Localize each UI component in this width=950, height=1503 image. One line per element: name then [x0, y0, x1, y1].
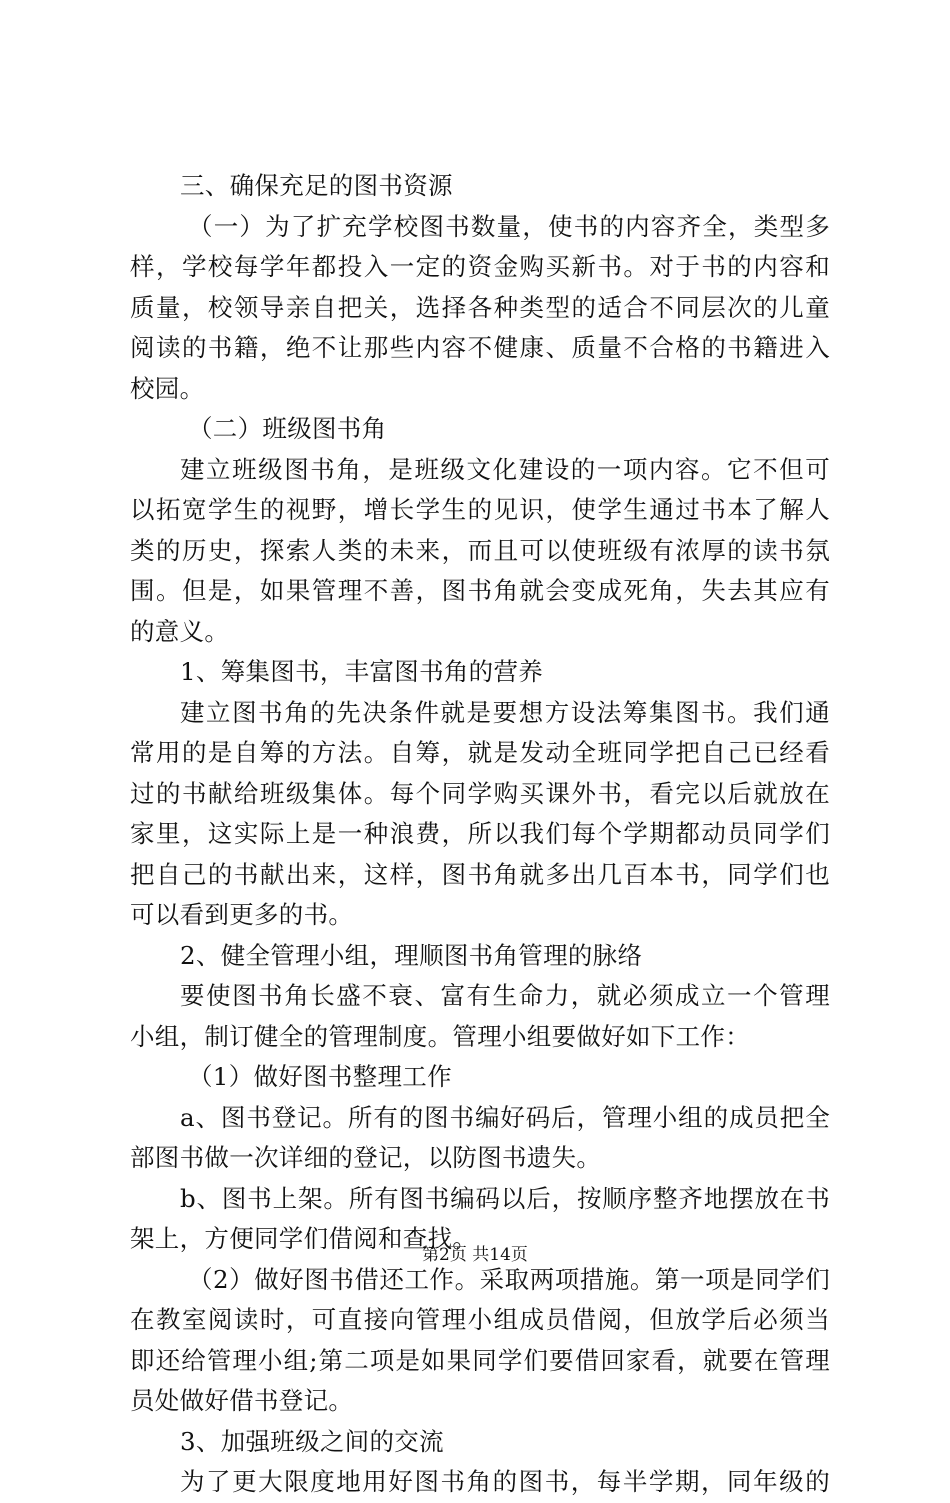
paragraph-line: 建立班级图书角，是班级文化建设的一项内容。它不但可: [180, 454, 830, 484]
paragraph-line: 阅读的书籍，绝不让那些内容不健康、质量不合格的书籍进入: [130, 333, 830, 362]
item-subheading: （1）做好图书整理工作: [188, 1062, 452, 1091]
paragraph-line: 校园。: [130, 373, 205, 403]
paragraph-line: 把自己的书献出来，这样，图书角就多出几百本书，同学们也: [130, 859, 830, 889]
paragraph-line: 在教室阅读时，可直接向管理小组成员借阅，但放学后必须当: [130, 1305, 830, 1334]
paragraph-line: 员处做好借书登记。: [130, 1386, 354, 1415]
item-heading: 1、筹集图书，丰富图书角的营养: [180, 657, 544, 686]
subsection-heading: （二）班级图书角: [188, 414, 387, 443]
paragraph-line: 常用的是自筹的方法。自筹，就是发动全班同学把自己已经看: [130, 738, 830, 767]
paragraph-line: 架上，方便同学们借阅和查找。: [130, 1224, 478, 1253]
paragraph-line: 过的书献给班级集体。每个同学购买课外书，看完以后就放在: [130, 778, 830, 808]
paragraph-line: 样，学校每学年都投入一定的资金购买新书。对于书的内容和: [130, 252, 830, 281]
paragraph-line: 即还给管理小组;第二项是如果同学们要借回家看，就要在管理: [130, 1345, 830, 1375]
paragraph-line: b、图书上架。所有图书编码以后，按顺序整齐地摆放在书: [180, 1183, 830, 1213]
paragraph-line: 为了更大限度地用好图书角的图书，每半学期，同年级的: [180, 1467, 830, 1496]
paragraph-line: 部图书做一次详细的登记，以防图书遗失。: [130, 1143, 602, 1172]
paragraph-line: 家里，这实际上是一种浪费，所以我们每个学期都动员同学们: [130, 819, 830, 848]
document-body: [130, 166, 830, 1503]
item-heading: 2、健全管理小组，理顺图书角管理的脉络: [180, 940, 643, 970]
paragraph-line: 可以看到更多的书。: [130, 900, 354, 929]
paragraph-line: （2）做好图书借还工作。采取两项措施。第一项是同学们: [188, 1264, 830, 1294]
paragraph-line: a、图书登记。所有的图书编好码后，管理小组的成员把全: [180, 1102, 830, 1132]
paragraph-line: 建立图书角的先决条件就是要想方设法筹集图书。我们通: [180, 697, 830, 727]
item-heading: 3、加强班级之间的交流: [180, 1426, 444, 1456]
paragraph-line: 小组，制订健全的管理制度。管理小组要做好如下工作：: [130, 1021, 750, 1051]
paragraph-line: （一）为了扩充学校图书数量，使书的内容齐全，类型多: [188, 211, 830, 241]
page-number-footer: 第2页 共14页: [422, 1245, 528, 1265]
paragraph-line: 围。但是，如果管理不善，图书角就会变成死角，失去其应有: [130, 576, 830, 605]
paragraph-line: 的意义。: [130, 616, 230, 646]
paragraph-line: 质量，校领导亲自把关，选择各种类型的适合不同层次的儿童: [130, 292, 830, 322]
section-heading: 三、确保充足的图书资源: [180, 171, 453, 200]
paragraph-line: 类的历史，探索人类的未来，而且可以使班级有浓厚的读书氛: [130, 535, 830, 565]
paragraph-line: 以拓宽学生的视野，增长学生的见识，使学生通过书本了解人: [130, 495, 830, 524]
paragraph-line: 要使图书角长盛不衰、富有生命力，就必须成立一个管理: [180, 981, 830, 1010]
